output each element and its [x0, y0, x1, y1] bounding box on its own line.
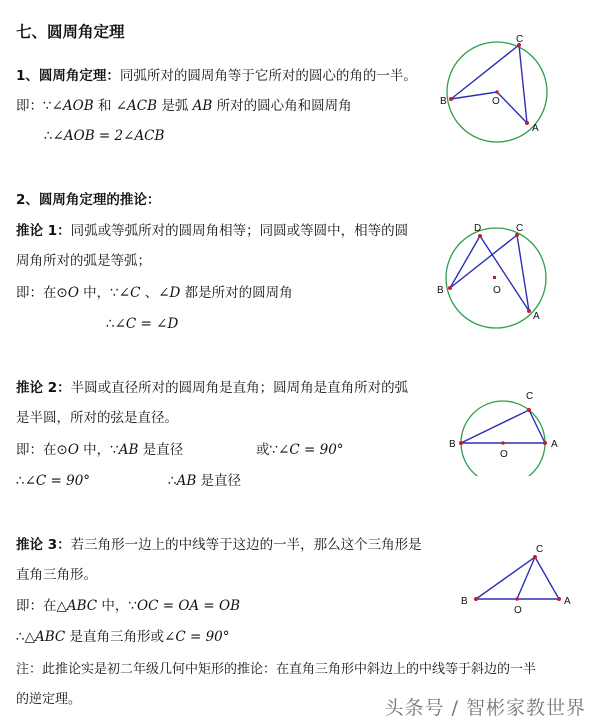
corollary1-proof [16, 283, 293, 303]
label-a: A [532, 123, 539, 134]
therefore-sign: ∴ [106, 316, 115, 332]
note-line1: 注：此推论实是初二年级几何中矩形的推论：在直角三角形中斜边上的中线等于斜边的一半 [16, 662, 537, 677]
proof-prefix: 即：在⊙ [16, 285, 68, 301]
proof-prefix: 即：在△ [16, 598, 67, 614]
corollary2-label: 推论 2： [16, 380, 71, 396]
label-b: B [461, 596, 468, 607]
label-o: O [500, 449, 508, 460]
triangle-abc: ABC [34, 629, 66, 645]
or-prefix: 或∵ [256, 442, 279, 458]
label-c: C [516, 34, 524, 45]
corollary1-conclusion [106, 314, 178, 334]
connector: 和 [93, 98, 116, 114]
label-c: C [516, 223, 524, 234]
conclusion-text: 是直角三角形或 [65, 629, 165, 645]
circle [461, 401, 545, 476]
point-c [527, 408, 531, 412]
figure-inscribed-angle [440, 32, 552, 148]
corollary3-proof [16, 596, 240, 616]
theorem-conclusion [44, 126, 164, 146]
therefore-sign: ∴△ [16, 629, 35, 645]
right-angle-lines [461, 410, 545, 443]
separator: 、 [140, 285, 159, 301]
proof-mid: 中，∵ [78, 285, 119, 301]
corollary3-label: 推论 3： [16, 537, 71, 553]
label-o: O [514, 605, 522, 616]
corollary2-line2: 是半圆，所对的弦是直径。 [16, 410, 178, 426]
label-b: B [437, 285, 444, 296]
point-o [493, 276, 496, 279]
corollary3-line1 [16, 535, 422, 555]
note-line2: 的逆定理。 [16, 692, 82, 707]
corollary2-line1 [16, 378, 408, 398]
angle-d: ∠D [158, 285, 181, 301]
proof-mid: 中，∵ [97, 598, 138, 614]
corollary2-or-condition [256, 440, 344, 460]
label-o: O [492, 96, 500, 107]
corollary2-proof [16, 440, 183, 460]
conclusion-expr: ∠C = 90° [164, 629, 230, 645]
theorem-proof [16, 96, 352, 116]
point-a [525, 121, 529, 125]
point-a [527, 309, 531, 313]
or-expr: ∠C = 90° [278, 442, 344, 458]
conclusion-expr: ∠C = ∠D [114, 316, 179, 332]
proof-prefix: 即：在⊙ [16, 442, 68, 458]
corollary2-conclusion2 [168, 471, 241, 491]
point-o [515, 597, 519, 601]
corollary1-text: 同弧或等弧所对的圆周角相等；同圆或等圆中，相等的圆 [70, 223, 409, 239]
label-a: A [533, 311, 540, 322]
proof-prefix: 即：∵ [16, 98, 52, 114]
figure-equal-angles [436, 221, 552, 333]
point-b [474, 597, 478, 601]
proof-mid: 中，∵ [78, 442, 119, 458]
condition-expr: OC = OA = OB [137, 598, 241, 614]
segment-ab: AB [176, 473, 197, 489]
conclusion-expr: ∠AOB = 2∠ACB [52, 128, 165, 144]
point-d [478, 234, 482, 238]
point-a [543, 441, 547, 445]
corollary1-label: 推论 1： [16, 223, 71, 239]
therefore-sign: ∴ [16, 473, 25, 489]
corollary2-conclusion1 [16, 471, 90, 491]
label-b: B [440, 96, 447, 107]
circle-o: O [67, 442, 79, 458]
corollary2-text: 半圆或直径所对的圆周角是直角；圆周角是直角所对的弧 [70, 380, 409, 396]
segment-ab: AB [118, 442, 139, 458]
section-title: 七、圆周角定理 [16, 23, 125, 41]
theorem-label: 1、圆周角定理： [16, 68, 120, 84]
angle-aob: ∠AOB [51, 98, 94, 114]
corollary-heading: 2、圆周角定理的推论： [16, 192, 161, 208]
point-a [557, 597, 561, 601]
figure-right-triangle [455, 538, 575, 618]
corollary1-line2: 周角所对的弧是等弧； [16, 253, 151, 269]
central-angle-lines [451, 92, 527, 123]
point-b [449, 97, 453, 101]
label-d: D [474, 223, 482, 234]
label-c: C [536, 544, 544, 555]
point-c [533, 555, 537, 559]
corollary1-line1 [16, 221, 408, 241]
proof-suffix: 都是所对的圆周角 [180, 285, 293, 301]
theorem-statement [16, 66, 417, 86]
angle-c: ∠C [118, 285, 141, 301]
angle-c-lines [450, 235, 529, 311]
angle-acb: ∠ACB [115, 98, 158, 114]
point-b [448, 286, 452, 290]
figure-semicircle [445, 386, 565, 476]
proof-mid: 是弧 [157, 98, 193, 114]
label-o: O [493, 285, 501, 296]
watermark: 头条号 / 智彬家教世界 [384, 697, 586, 719]
point-b [459, 441, 463, 445]
corollary3-text: 若三角形一边上的中线等于这边的一半，那么这个三角形是 [70, 537, 422, 553]
arc-ab: AB [192, 98, 213, 114]
point-o [501, 441, 505, 445]
corollary3-conclusion [16, 627, 230, 647]
theorem-text: 同弧所对的圆周角等于它所对的圆心的角的一半。 [119, 68, 417, 84]
therefore-sign: ∴ [44, 128, 53, 144]
label-c: C [526, 391, 534, 402]
conclusion-text: 是直径 [196, 473, 242, 489]
proof-suffix: 是直径 [138, 442, 184, 458]
triangle-abc [476, 557, 559, 599]
therefore-sign: ∴ [168, 473, 177, 489]
proof-suffix: 所对的圆心角和圆周角 [212, 98, 352, 114]
label-a: A [551, 439, 558, 450]
conclusion-expr: ∠C = 90° [24, 473, 91, 489]
circle-o: O [67, 285, 79, 301]
label-b: B [449, 439, 456, 450]
label-a: A [564, 596, 571, 607]
angle-d-lines [450, 236, 529, 311]
point-o [495, 90, 499, 94]
corollary3-line2: 直角三角形。 [16, 567, 97, 583]
triangle-abc: ABC [66, 598, 98, 614]
